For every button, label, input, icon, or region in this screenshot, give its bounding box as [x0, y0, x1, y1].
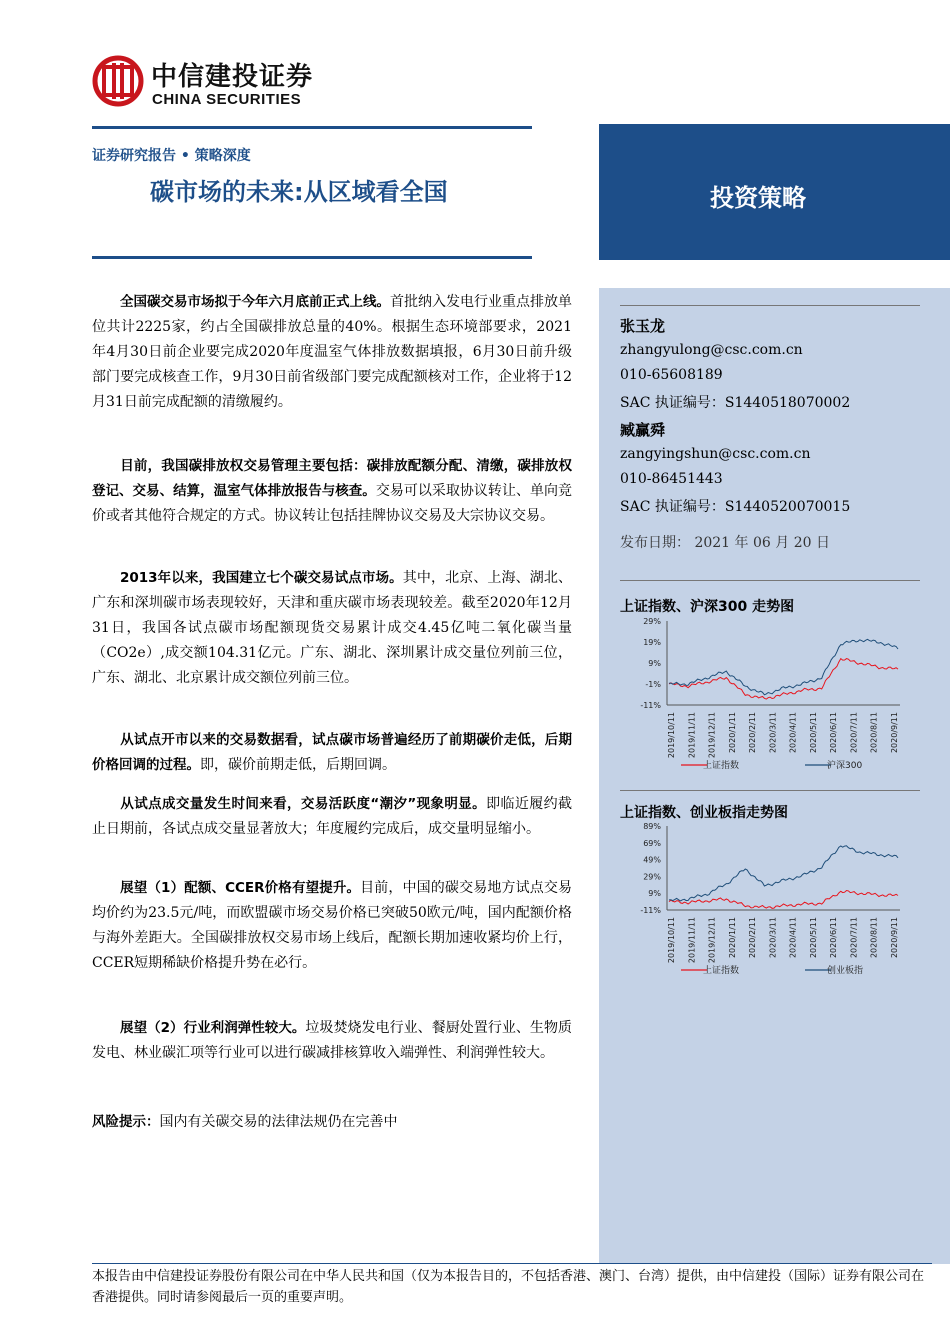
series-line [669, 891, 898, 909]
analyst-name: 张玉龙 [620, 317, 666, 335]
series-line [669, 846, 898, 901]
report-type: 证券研究报告 • 策略深度 [92, 148, 251, 164]
paragraph-lead: 展望（1）配额、CCER价格有望提升。 [120, 880, 361, 896]
analyst-name: 臧赢舜 [620, 421, 666, 439]
sidebar-divider [620, 305, 920, 306]
page-title: 碳市场的未来:从区域看全国 [150, 178, 448, 206]
paragraph-lead: 全国碳交易市场拟于今年六月底前正式上线。 [120, 294, 390, 310]
analyst-sac: SAC 执证编号：S1440520070015 [620, 499, 851, 515]
risk-text: 国内有关碳交易的法律法规仍在完善中 [159, 1114, 398, 1130]
analyst-email[interactable]: zhangyulong@csc.com.cn [620, 342, 803, 358]
analyst-phone: 010-86451443 [620, 471, 723, 487]
x-tick-label: 2020/1/11 [727, 712, 737, 754]
y-tick-label: 19% [643, 638, 661, 647]
y-tick-label: 69% [643, 838, 661, 848]
x-tick-label: 2020/2/11 [748, 712, 758, 754]
paragraph-text: 其中，北京、上海、湖北、广东和深圳碳市场表现较好，天津和重庆碳市场表现较差。截至2020年12月31日，我国各试点碳市场配额现货交易累计成交4.45亿吨二氧化碳当量（CO2e）,成交额104.31亿元。广东、湖北、深圳累计成交量位列前三位，广东、湖北、北京累计成交额位列前三位。 [92, 570, 573, 686]
line-chart-sh-hs300 [615, 615, 915, 775]
paragraph-lead: 目前，我国碳排放权交易管理主要包括：碳排放配额分配、清缴，碳排放权登记、交易、结算，温室气体排放报告与核查。 [92, 458, 572, 499]
chart-title: 上证指数、沪深300 走势图 [620, 599, 795, 615]
paragraph [92, 454, 572, 529]
logo-chinese-name: 中信建投证券 [151, 62, 314, 92]
x-tick-label: 2019/12/11 [707, 712, 717, 759]
logo-english-name: CHINA SECURITIES [152, 91, 302, 108]
sidebar-divider [620, 790, 920, 791]
paragraph-lead: 展望（2）行业利润弹性较大。 [120, 1020, 306, 1036]
paragraph [92, 566, 572, 691]
x-tick-label: 2020/7/11 [849, 917, 859, 959]
sidebar-divider [620, 580, 920, 581]
paragraph [92, 290, 572, 415]
paragraph-text: 交易可以采取协议转让、单向竞价或者其他符合规定的方式。协议转让包括挂牌协议交易及大宗协议交易。 [92, 483, 573, 524]
paragraph [92, 876, 572, 976]
paragraph-lead: 从试点成交量发生时间来看，交易活跃度“潮汐”现象明显。 [120, 796, 487, 812]
x-tick-label: 2019/10/11 [667, 712, 676, 759]
footer-rule [92, 1263, 932, 1264]
x-tick-label: 2020/8/11 [869, 917, 879, 959]
x-tick-label: 2020/5/11 [808, 712, 818, 754]
analyst-email[interactable]: zangyingshun@csc.com.cn [620, 446, 811, 462]
risk-warning [92, 1110, 572, 1135]
y-tick-label: 49% [643, 855, 661, 865]
y-tick-label: 9% [648, 659, 661, 668]
y-tick-label: -11% [640, 906, 661, 915]
paragraph-lead: 从试点开市以来的交易数据看，试点碳市场普遍经历了前期碳价走低，后期价格回调的过程。 [92, 732, 572, 773]
x-tick-label: 2019/11/11 [687, 917, 697, 964]
y-tick-label: 89% [643, 822, 661, 831]
y-tick-label: 29% [643, 617, 661, 626]
y-tick-label: 29% [643, 872, 661, 882]
x-tick-label: 2020/4/11 [788, 712, 798, 754]
paragraph-text: 即临近履约截止日期前，各试点成交量显著放大；年度履约完成后，成交量明显缩小。 [92, 796, 572, 837]
paragraph-text: 即，碳价前期走低，后期回调。 [200, 757, 396, 773]
paragraph-lead: 2013年以来，我国建立七个碳交易试点市场。 [120, 570, 403, 586]
x-tick-label: 2020/8/11 [869, 712, 879, 754]
paragraph-text: 垃圾焚烧发电行业、餐厨处置行业、生物质发电、林业碳汇项等行业可以进行碳减排核算收入端弹性、利润弹性较大。 [92, 1020, 572, 1061]
paragraph [92, 792, 572, 842]
paragraph-text: 首批纳入发电行业重点排放单位共计2225家，约占全国碳排放总量的40%。根据生态环境部要求，2021年4月30日前企业要完成2020年度温室气体排放数据填报，6月30日前升级部门要完成核查工作，9月30日前省级部门要完成配额核对工作，企业将于12月31日前完成配额的清缴履约。 [92, 294, 572, 410]
x-tick-label: 2019/10/11 [667, 917, 676, 964]
publish-date: 发布日期： 2021 年 06 月 20 日 [620, 535, 830, 551]
logo-icon [92, 55, 144, 107]
x-tick-label: 2020/3/11 [768, 712, 778, 754]
x-tick-label: 2020/7/11 [849, 712, 859, 754]
legend-label: 沪深300 [827, 761, 863, 771]
x-tick-label: 2020/5/11 [808, 917, 818, 959]
y-tick-label: 9% [648, 889, 661, 899]
analyst-sac: SAC 执证编号：S1440518070002 [620, 395, 851, 411]
series-line [669, 639, 898, 695]
legend-label: 上证指数 [703, 966, 740, 976]
x-tick-label: 2020/3/11 [768, 917, 778, 959]
risk-label: 风险提示： [92, 1114, 160, 1130]
x-tick-label: 2020/2/11 [748, 917, 758, 959]
paragraph-text: 目前，中国的碳交易地方试点交易均价约为23.5元/吨，而欧盟碳市场交易价格已突破50欧元/吨，国内配额价格与海外差距大。全国碳排放权交易市场上线后，配额长期加速收紧均价上行，CCER短期稀缺价格提升势在必行。 [92, 880, 573, 971]
x-tick-label: 2020/6/11 [829, 712, 839, 754]
y-tick-label: -11% [640, 701, 661, 710]
legend-label: 创业板指 [827, 966, 864, 976]
x-tick-label: 2020/6/11 [829, 917, 839, 959]
header-top-rule [92, 126, 532, 129]
x-tick-label: 2020/9/11 [890, 712, 899, 754]
paragraph [92, 1016, 572, 1066]
y-tick-label: -1% [645, 680, 661, 689]
legend-label: 上证指数 [703, 761, 740, 771]
x-tick-label: 2020/1/11 [727, 917, 737, 959]
chart-title: 上证指数、创业板指走势图 [620, 805, 788, 821]
footer-disclaimer: 本报告由中信建投证券股份有限公司在中华人民共和国（仅为本报告目的，不包括香港、澳门、台湾）提供，由中信建投（国际）证券有限公司在香港提供。同时请参阅最后一页的重要声明。 [92, 1269, 925, 1305]
x-tick-label: 2020/9/11 [890, 917, 899, 959]
x-tick-label: 2019/11/11 [687, 712, 697, 759]
analyst-phone: 010-65608189 [620, 367, 723, 383]
paragraph [92, 728, 572, 778]
line-chart-sh-chinext [615, 820, 915, 980]
x-tick-label: 2020/4/11 [788, 917, 798, 959]
x-tick-label: 2019/12/11 [707, 917, 717, 964]
category-label: 投资策略 [710, 184, 806, 212]
header-bottom-rule [92, 256, 532, 259]
